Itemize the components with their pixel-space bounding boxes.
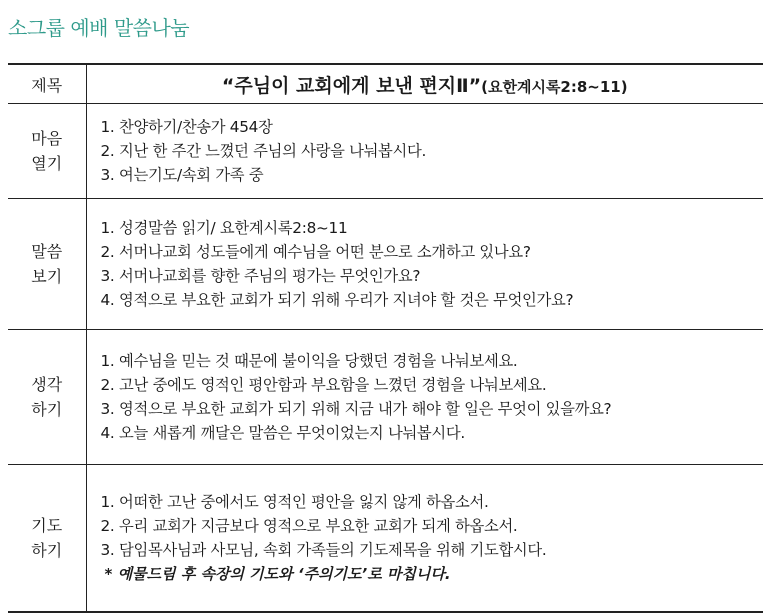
- section-label-line1: 생각: [31, 375, 63, 394]
- section-items: [86, 330, 763, 465]
- list-item: 2. 서머나교회 성도들에게 예수님을 어떤 분으로 소개하고 있나요?: [100, 243, 531, 261]
- list-item: 1. 어떠한 고난 중에서도 영적인 평안을 잃지 않게 하옵소서.: [100, 493, 489, 511]
- list-item: 3. 담임목사님과 사모님, 속회 가족들의 기도제목을 위해 기도합시다.: [100, 541, 547, 559]
- section-label-line2: 하기: [31, 541, 63, 560]
- list-item: 1. 찬양하기/찬송가 454장: [100, 118, 273, 136]
- list-item: 2. 우리 교회가 지금보다 영적으로 부요한 교회가 되게 하옵소서.: [100, 517, 518, 535]
- section-label-line2: 보기: [31, 267, 63, 286]
- page-title: 소그룹 예배 말씀나눔: [8, 16, 190, 40]
- section-label: [8, 199, 86, 330]
- list-item: 2. 고난 중에도 영적인 평안함과 부요함을 느꼈던 경험을 나눠보세요.: [100, 376, 547, 394]
- section-items: [86, 199, 763, 330]
- section-label: [8, 104, 86, 199]
- list-item: 4. 오늘 새롭게 깨달은 말씀은 무엇이었는지 나눠봅시다.: [100, 424, 465, 442]
- list-item: 3. 서머나교회를 향한 주님의 평가는 무엇인가요?: [100, 267, 421, 285]
- section-label-line1: 말씀: [31, 242, 63, 261]
- section-row-view-word: [8, 199, 763, 330]
- section-row-reflect: [8, 330, 763, 465]
- list-item: 2. 지난 한 주간 느꼈던 주님의 사랑을 나눠봅시다.: [100, 142, 427, 160]
- header-label: 제목: [8, 64, 86, 104]
- list-item: 3. 여는기도/속회 가족 중: [100, 166, 264, 184]
- section-items: [86, 104, 763, 199]
- section-label-line2: 열기: [31, 154, 63, 173]
- list-item: 3. 영적으로 부요한 교회가 되기 위해 지금 내가 해야 할 일은 무엇이 있을까요?: [100, 400, 612, 418]
- scripture-reference: (요한계시록2:8~11): [481, 77, 628, 96]
- section-row-open-heart: [8, 104, 763, 199]
- list-item: 1. 성경말씀 읽기/ 요한계시록2:8~11: [100, 219, 348, 237]
- list-item: 4. 영적으로 부요한 교회가 되기 위해 우리가 지녀야 할 것은 무엇인가요?: [100, 291, 574, 309]
- list-item: 1. 예수님을 믿는 것 때문에 불이익을 당했던 경험을 나눠보세요.: [100, 352, 518, 370]
- section-label-line1: 기도: [31, 516, 63, 535]
- section-label: [8, 330, 86, 465]
- section-label-line2: 하기: [31, 400, 63, 419]
- section-label-line1: 마음: [31, 129, 63, 148]
- sermon-title: “주님이 교회에게 보낸 편지Ⅱ”: [221, 74, 482, 97]
- table-header-row: [8, 64, 763, 104]
- sermon-title-cell: [86, 64, 763, 104]
- worship-guide-table: [8, 63, 763, 613]
- closing-note: * 예물드림 후 속장의 기도와 ‘주의기도’로 마칩니다.: [104, 565, 451, 583]
